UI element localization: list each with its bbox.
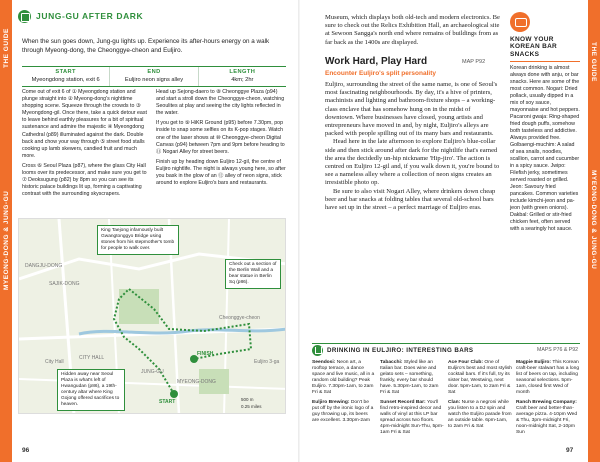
walk-info-table — [22, 66, 286, 87]
walk-intro: When the sun goes down, Jung-gu lights up. Experience its after-hours energy on a walk through Myeong-dong, the Cheonggye-cheon and Euljiro. — [22, 38, 270, 54]
drinking-map-reference: MAPS P76 & P92 — [537, 347, 578, 353]
bar-name: Ranch Brewing Company: — [516, 399, 577, 405]
article-heading: Work Hard, Play Hard — [325, 56, 428, 67]
page-number-left: 96 — [22, 447, 30, 454]
length-value: 4km; 2hr — [231, 77, 254, 83]
map-label: Euljiro 3-ga — [254, 359, 280, 365]
bar-entry — [448, 360, 512, 397]
museum-paragraph — [325, 14, 501, 47]
bar-description: One of Euljiro's best and most stylish cocktail bars. If it's full, try its sister bar, Westwing, next door. 5pm-1am, to 2am Fri & Sat — [448, 360, 512, 396]
map-callout-hwangudan: Hidden away near Seoul Plaza is what's left of Hwangudan (p86), a 19th-century altar where King Gojong offered sacrifices to heaven. — [57, 369, 125, 411]
article-map-reference: MAP P92 — [462, 59, 486, 65]
bars-column-4 — [516, 360, 580, 439]
map-label: SAJIK-DONG — [49, 281, 80, 287]
walk-paragraph: If you get to ⑨ HiKR Ground (p95) before 7.30pm, pop inside to snap some selfies on its K-pop stages. Watch one of the laser shows at ⑩ Cheonggye-cheon Digital Canvas (p94) between 7pm and 9pm before heading to ⑪ Nogari Alley for street beers. — [156, 120, 285, 155]
bars-column-1 — [312, 360, 376, 427]
side-tab-bottom-label: MYEONG-DONG & JUNG-GU — [3, 190, 10, 290]
map-label: City Hall — [45, 359, 64, 365]
map-callout-berlin-wall: Check out a section of the Berlin Wall and a bear statue in Berlin Sq (p86). — [225, 259, 281, 289]
walk-paragraph: Finish up by heading down Euljiro 12-gil, the centre of Euljiro nightlife. The night is always young here, so after you bask in the glow of an ⑫ alley of neon signs, stick around to explore Euljiro's bars and restaurants. — [156, 158, 286, 187]
bar-description: Styled like an Italian bar. Does wine and gelato sets – something, frankly, every bar should have. 5.30pm-1am, to 2am Fri & Sat — [380, 360, 439, 396]
bar-entry — [312, 360, 376, 397]
side-tab-top-label: THE GUIDE — [3, 28, 10, 68]
bars-column-3 — [448, 360, 512, 433]
bars-column-2 — [380, 360, 444, 439]
map-label: MYEONG-DONG — [177, 379, 216, 385]
article-body — [325, 81, 501, 212]
food-icon — [510, 12, 530, 32]
start-label: START — [55, 69, 76, 75]
section-header — [18, 9, 288, 23]
bar-entry — [516, 400, 580, 437]
bar-snacks-text: Korean drinking is almost always done with anju, or bar snacks. Here are some of the most common. Nogari: Dried pollack, usually dipped in a mix of soy sauce, mayonnaise and hot peppers. Pacaroni gwaja: Ring-shaped fried dough puffs, somehow both tasteless and addictive. Always provided free. Golbaengi-muchim: A salad of sea snails, noodles, scallion, carrot and cucumber in a spicy sauce. Jwipo: Filefish jerky, sometimes served roasted or grilled. Jeon: Savoury fried pancakes. Common varieties include kimchi-jeon and pa-jeon (with green onions). Dakbal: Grilled or stir-fried chicken feet, often served with a searingly hot sauce. — [510, 65, 580, 233]
bar-description: You'll find retro-inspired decor and walls of vinyl at this LP bar spread across two floors. 4pm-midnight Sun-Thu, 5pm-1am Fri & Sat — [380, 399, 444, 436]
bar-entry — [448, 400, 512, 430]
walk-paragraph: Come out of exit 6 of ① Myeongdong station and plunge straight into ② Myeong-dong's nighttime shopping scene. Squeeze through the crowds to ③ Myeongdong-gil. Once there, take a quick detour east to leave behind earthly pleasures for a bit of spiritual sustenance and admire the majestic ④ Myeongdong Cathedral (p89) illuminated against the dark. Double back and chow your way through ⑤ street food stalls cooking up lamb skewers, candied fruit and much more. — [22, 89, 147, 159]
drinking-section-header — [312, 343, 580, 357]
bar-snacks-title: KNOW YOUR KOREAN BAR SNACKS — [510, 36, 580, 62]
walk-text-column-1 — [22, 89, 148, 201]
bar-description: Craft beer and better-than-average pizza. 4-10pm Wed & Thu, 3pm-midnight Fri, noon-midnight Sat, 2-10pm Sun — [516, 405, 578, 436]
article-subheading: Encounter Euljiro's split personality — [325, 70, 436, 77]
walk-text-column-2 — [156, 89, 286, 190]
bar-entry — [380, 400, 444, 437]
map-callout-bridge: King Taejong infamously built Gwangtonggyo Bridge using stones from his stepmother's tomb for people to walk over. — [97, 225, 179, 255]
bar-name: Tabacchi: — [380, 360, 403, 365]
bar-name: Magpie Euljiro: — [516, 360, 552, 365]
walk-paragraph: Cross ⑥ Seoul Plaza (p87), where the glass City Hall looms over its predecessor, and make sure you get to ⑦ Deoksugung (p82) by 8pm so you can see its historic palace buildings lit up, forming a captivating contrast with the surrounding skyscrapers. — [22, 162, 147, 198]
walk-map — [18, 218, 286, 414]
article-paragraph: Euljiro, surrounding the street of the same name, is one of Seoul's most fascinating neighbourhoods. By day, it's a hive of printers, machinists and lighting and bathroom-fixture shops – a working-class enclave that has somehow hung on in the midst of downtown. Where businesses have closed, young artists and entrepreneurs have moved in and, by night, Euljiro's alleys are packed with people spilling out of its many bars and restaurants. — [325, 81, 498, 138]
map-label: CITY HALL — [79, 355, 105, 361]
map-scale-metres: 500 m — [241, 397, 254, 402]
end-label: END — [147, 69, 161, 75]
end-value: Euljiro neon signs alley — [124, 77, 184, 83]
map-label: DANGJU-DONG — [25, 263, 63, 269]
bar-name: Sunset Record Bar: — [380, 399, 426, 405]
walk-icon — [18, 10, 31, 23]
bar-entry — [312, 400, 376, 424]
article-paragraph: Head here in the late afternoon to explore Euljiro's blue-collar side and then stick around after dark for the nightlife that's earned the area the decidedly un-hip nickname 'Hip-jiro'. The action is centred on Euljiro 12-gil and, if you walk down it, you're bound to see a nameless alley where a collection of neon signs creates an irresistible photo op. — [325, 138, 500, 187]
drinking-title: DRINKING IN EULJIRO: INTERESTING BARS — [327, 347, 474, 354]
start-value: Myeongdong station, exit 6 — [31, 77, 100, 83]
side-tab-left — [0, 0, 12, 462]
map-label: JUNG-GU — [141, 369, 164, 375]
section-title: JUNG-GU AFTER DARK — [36, 11, 144, 21]
start-cell — [22, 67, 109, 86]
length-cell — [198, 67, 286, 86]
museum-text: Museum, which displays both old-tech and modern electronics. Be sure to check out the Relics Exhibition Hall, an archaeological site at Sewoon Sangga's north end where remains of buildings from as far back as the 1400s are displayed. — [325, 14, 500, 46]
bar-description: This Korean craft-beer stalwart has a long list of beers on tap, including seasonal selections. 5pm-1am, closed first Wed of month — [516, 360, 580, 396]
bar-name: Seendosi: — [312, 360, 336, 365]
end-cell — [109, 67, 197, 86]
bar-description: Don't be put off by the ironic logo of a guy throwing up, its beers are excellent. 3.30pm-2am — [312, 399, 374, 423]
side-tab-top-label: THE GUIDE — [590, 42, 597, 82]
map-label-finish: FINISH — [197, 351, 214, 357]
bar-name: Euljiro Brewing: — [312, 399, 350, 405]
side-tab-right — [588, 0, 600, 462]
article-paragraph: Be sure to also visit Nogari Alley, where drinkers down cheap beer and bar snacks at folding tables that several old-school bars have set up in the street – a perfect marriage of Euljiro eras. — [325, 187, 496, 212]
page-number-right: 97 — [566, 447, 574, 454]
walk-paragraph: Head up Sejong-daero to ⑧ Cheonggye Plaza (p94) and start a stroll down the Cheonggye-cheon, watching Seoulites at play and seeing the city lights reflected in the water. — [156, 89, 285, 117]
bar-name: Ace Four Club: — [448, 360, 484, 365]
glass-icon — [312, 345, 323, 356]
bar-name: Clan: — [448, 399, 461, 405]
bar-snacks-sidebar — [510, 12, 580, 342]
bar-description: Nurse a negroni while you listen to a DJ spin and watch the Euljiro parade from an outside table. 6pm-1am, to 2am Fri & Sat — [448, 399, 512, 429]
map-label-start: START — [159, 399, 176, 405]
map-scale-miles: 0.25 miles — [241, 404, 262, 409]
bar-entry — [380, 360, 444, 397]
map-label: Cheonggye-cheon — [219, 315, 260, 321]
bar-description: Neon art, a rooftop terrace, a dance space and live music, all in a random old building? Peak Euljiro. 7.30pm-1am, to 2am Fri & Sat — [312, 360, 375, 396]
bar-entry — [516, 360, 580, 397]
length-label: LENGTH — [229, 69, 256, 75]
side-tab-bottom-label: MYEONG-DONG & JUNG-GU — [590, 170, 597, 270]
